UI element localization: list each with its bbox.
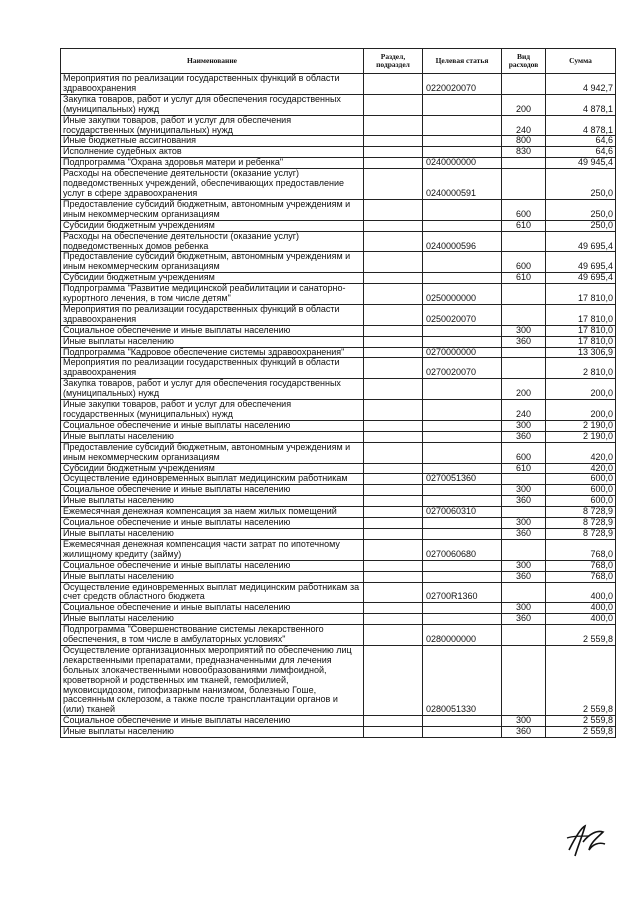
row-sum: 2 190,0 xyxy=(546,420,616,431)
row-type xyxy=(502,582,546,603)
row-name: Иные закупки товаров, работ и услуг для обеспечения государственных (муниципальных) нужд xyxy=(61,115,364,136)
row-type: 200 xyxy=(502,379,546,400)
table-row xyxy=(61,528,616,539)
table-row xyxy=(61,358,616,379)
row-type: 600 xyxy=(502,199,546,220)
row-name: Мероприятия по реализации государственных функций в области здравоохранения xyxy=(61,358,364,379)
row-section xyxy=(364,325,423,336)
row-name: Субсидии бюджетным учреждениям xyxy=(61,220,364,231)
row-name: Иные выплаты населению xyxy=(61,431,364,442)
row-type xyxy=(502,539,546,560)
table-body xyxy=(61,74,616,738)
row-section xyxy=(364,625,423,646)
table-row xyxy=(61,94,616,115)
row-target xyxy=(423,571,502,582)
row-section xyxy=(364,115,423,136)
row-sum: 600,0 xyxy=(546,496,616,507)
row-target xyxy=(423,716,502,727)
row-type xyxy=(502,284,546,305)
budget-table xyxy=(60,48,616,738)
row-section xyxy=(364,571,423,582)
table-row xyxy=(61,379,616,400)
row-target xyxy=(423,442,502,463)
header-sum: Сумма xyxy=(546,49,616,74)
row-target: 0270000000 xyxy=(423,347,502,358)
row-name: Подпрограмма "Охрана здоровья матери и ребенка" xyxy=(61,158,364,169)
row-target xyxy=(423,431,502,442)
table-row xyxy=(61,463,616,474)
row-target xyxy=(423,252,502,273)
row-type xyxy=(502,158,546,169)
row-name: Социальное обеспечение и иные выплаты населению xyxy=(61,485,364,496)
row-name: Социальное обеспечение и иные выплаты населению xyxy=(61,325,364,336)
row-target xyxy=(423,199,502,220)
row-target xyxy=(423,325,502,336)
row-section xyxy=(364,431,423,442)
table-row xyxy=(61,474,616,485)
table-row xyxy=(61,284,616,305)
header-section: Раздел, подраздел xyxy=(364,49,423,74)
row-section xyxy=(364,304,423,325)
row-section xyxy=(364,614,423,625)
row-name: Осуществление организационных мероприятий по обеспечению лиц лекарственными препаратами, предназначенными для лечения больных злокачественными новообразованиями лимфоидной, кроветворной и родственных им тканей, гемофилией, муковисцидозом, гипофизарным нанизмом, болезнью Гоше, рассеянным склерозом, а также после трансплантации органов и (или) тканей xyxy=(61,645,364,715)
row-name: Мероприятия по реализации государственных функций в области здравоохранения xyxy=(61,74,364,95)
table-row xyxy=(61,582,616,603)
row-section xyxy=(364,336,423,347)
row-type: 360 xyxy=(502,571,546,582)
row-section xyxy=(364,518,423,529)
table-row xyxy=(61,518,616,529)
row-sum: 420,0 xyxy=(546,442,616,463)
row-section xyxy=(364,273,423,284)
row-type: 300 xyxy=(502,420,546,431)
row-sum: 8 728,9 xyxy=(546,507,616,518)
row-name: Закупка товаров, работ и услуг для обеспечения государственных (муниципальных) нужд xyxy=(61,379,364,400)
table-row xyxy=(61,400,616,421)
row-type xyxy=(502,507,546,518)
row-sum: 768,0 xyxy=(546,560,616,571)
table-row xyxy=(61,74,616,95)
row-section xyxy=(364,220,423,231)
row-name: Расходы на обеспечение деятельности (оказание услуг) подведомственных домов ребенка xyxy=(61,231,364,252)
row-sum: 768,0 xyxy=(546,571,616,582)
row-sum: 250,0 xyxy=(546,220,616,231)
row-name: Расходы на обеспечение деятельности (оказание услуг) подведомственных учреждений, обеспечивающих предоставление услуг в сфере здравоохранения xyxy=(61,169,364,200)
row-name: Иные выплаты населению xyxy=(61,496,364,507)
table-row xyxy=(61,485,616,496)
budget-table-sheet xyxy=(60,48,616,738)
row-name: Социальное обеспечение и иные выплаты населению xyxy=(61,603,364,614)
row-type: 610 xyxy=(502,273,546,284)
row-sum: 2 559,8 xyxy=(546,625,616,646)
row-type: 800 xyxy=(502,136,546,147)
row-name: Социальное обеспечение и иные выплаты населению xyxy=(61,716,364,727)
row-target: 0270020070 xyxy=(423,358,502,379)
table-row xyxy=(61,507,616,518)
row-target: 0250020070 xyxy=(423,304,502,325)
row-type: 360 xyxy=(502,528,546,539)
row-section xyxy=(364,539,423,560)
row-type: 300 xyxy=(502,603,546,614)
row-sum: 600,0 xyxy=(546,474,616,485)
row-target: 0280051330 xyxy=(423,645,502,715)
row-section xyxy=(364,716,423,727)
header-name: Наименование xyxy=(61,49,364,74)
row-section xyxy=(364,252,423,273)
row-sum: 2 559,8 xyxy=(546,716,616,727)
row-sum: 2 559,8 xyxy=(546,727,616,738)
row-sum: 400,0 xyxy=(546,582,616,603)
row-name: Закупка товаров, работ и услуг для обеспечения государственных (муниципальных) нужд xyxy=(61,94,364,115)
table-row xyxy=(61,199,616,220)
row-type: 240 xyxy=(502,400,546,421)
row-type xyxy=(502,74,546,95)
row-target: 0250000000 xyxy=(423,284,502,305)
table-row xyxy=(61,571,616,582)
row-sum: 2 559,8 xyxy=(546,645,616,715)
table-row xyxy=(61,158,616,169)
row-name: Иные закупки товаров, работ и услуг для обеспечения государственных (муниципальных) нужд xyxy=(61,400,364,421)
row-section xyxy=(364,507,423,518)
row-section xyxy=(364,463,423,474)
row-name: Предоставление субсидий бюджетным, автономным учреждениям и иным некоммерческим организациям xyxy=(61,199,364,220)
row-sum: 250,0 xyxy=(546,199,616,220)
table-row xyxy=(61,496,616,507)
table-row xyxy=(61,252,616,273)
row-target: 02700R1360 xyxy=(423,582,502,603)
table-row xyxy=(61,645,616,715)
row-type: 360 xyxy=(502,496,546,507)
row-target xyxy=(423,400,502,421)
table-header-row xyxy=(61,49,616,74)
row-sum: 4 878,1 xyxy=(546,115,616,136)
row-sum: 2 190,0 xyxy=(546,431,616,442)
row-type: 240 xyxy=(502,115,546,136)
row-name: Иные выплаты населению xyxy=(61,571,364,582)
row-sum: 8 728,9 xyxy=(546,518,616,529)
row-target xyxy=(423,560,502,571)
table-row xyxy=(61,420,616,431)
row-type xyxy=(502,347,546,358)
table-row xyxy=(61,325,616,336)
row-section xyxy=(364,169,423,200)
row-type: 300 xyxy=(502,325,546,336)
row-target xyxy=(423,496,502,507)
row-section xyxy=(364,442,423,463)
row-target xyxy=(423,136,502,147)
row-section xyxy=(364,284,423,305)
row-type: 600 xyxy=(502,252,546,273)
row-name: Осуществление единовременных выплат медицинским работникам xyxy=(61,474,364,485)
row-sum: 420,0 xyxy=(546,463,616,474)
row-section xyxy=(364,158,423,169)
row-target: 0270060310 xyxy=(423,507,502,518)
row-section xyxy=(364,347,423,358)
row-sum: 250,0 xyxy=(546,169,616,200)
table-row xyxy=(61,539,616,560)
row-target xyxy=(423,528,502,539)
row-name: Иные бюджетные ассигнования xyxy=(61,136,364,147)
row-sum: 400,0 xyxy=(546,614,616,625)
row-target xyxy=(423,614,502,625)
row-type xyxy=(502,645,546,715)
row-name: Осуществление единовременных выплат медицинским работникам за счет средств областного бюджета xyxy=(61,582,364,603)
row-sum: 64,6 xyxy=(546,147,616,158)
row-section xyxy=(364,420,423,431)
row-sum: 4 942,7 xyxy=(546,74,616,95)
row-type xyxy=(502,474,546,485)
row-section xyxy=(364,645,423,715)
row-target xyxy=(423,420,502,431)
row-type: 360 xyxy=(502,431,546,442)
row-type xyxy=(502,304,546,325)
row-section xyxy=(364,94,423,115)
table-row xyxy=(61,147,616,158)
row-sum: 400,0 xyxy=(546,603,616,614)
row-target xyxy=(423,115,502,136)
row-sum: 49 695,4 xyxy=(546,252,616,273)
row-section xyxy=(364,485,423,496)
row-name: Подпрограмма "Совершенствование системы лекарственного обеспечения, в том числе в амбулаторных условиях" xyxy=(61,625,364,646)
row-name: Иные выплаты населению xyxy=(61,727,364,738)
row-sum: 200,0 xyxy=(546,379,616,400)
row-sum: 13 306,9 xyxy=(546,347,616,358)
row-type xyxy=(502,625,546,646)
table-row xyxy=(61,336,616,347)
row-name: Предоставление субсидий бюджетным, автономным учреждениям и иным некоммерческим организациям xyxy=(61,442,364,463)
header-type: Вид расходов xyxy=(502,49,546,74)
row-sum: 768,0 xyxy=(546,539,616,560)
row-target xyxy=(423,94,502,115)
row-type xyxy=(502,231,546,252)
row-section xyxy=(364,199,423,220)
row-sum: 49 695,4 xyxy=(546,231,616,252)
row-name: Субсидии бюджетным учреждениям xyxy=(61,273,364,284)
table-row xyxy=(61,716,616,727)
row-section xyxy=(364,358,423,379)
row-name: Иные выплаты населению xyxy=(61,528,364,539)
table-row xyxy=(61,614,616,625)
row-type: 830 xyxy=(502,147,546,158)
row-name: Социальное обеспечение и иные выплаты населению xyxy=(61,420,364,431)
row-type: 610 xyxy=(502,463,546,474)
row-sum: 17 810,0 xyxy=(546,304,616,325)
row-name: Иные выплаты населению xyxy=(61,614,364,625)
row-type: 610 xyxy=(502,220,546,231)
row-section xyxy=(364,231,423,252)
row-section xyxy=(364,727,423,738)
row-name: Социальное обеспечение и иные выплаты населению xyxy=(61,560,364,571)
row-sum: 2 810,0 xyxy=(546,358,616,379)
table-row xyxy=(61,560,616,571)
row-sum: 49 945,4 xyxy=(546,158,616,169)
handwritten-signature-icon xyxy=(563,820,609,860)
row-sum: 17 810,0 xyxy=(546,284,616,305)
row-section xyxy=(364,379,423,400)
row-name: Подпрограмма "Кадровое обеспечение системы здравоохранения" xyxy=(61,347,364,358)
row-sum: 64,6 xyxy=(546,136,616,147)
row-sum: 200,0 xyxy=(546,400,616,421)
header-target: Целевая статья xyxy=(423,49,502,74)
row-name: Субсидии бюджетным учреждениям xyxy=(61,463,364,474)
row-name: Ежемесячная денежная компенсация за наем жилых помещений xyxy=(61,507,364,518)
table-row xyxy=(61,625,616,646)
row-sum: 49 695,4 xyxy=(546,273,616,284)
row-target xyxy=(423,147,502,158)
row-target xyxy=(423,220,502,231)
row-target: 0280000000 xyxy=(423,625,502,646)
row-target xyxy=(423,379,502,400)
row-type: 300 xyxy=(502,716,546,727)
row-sum: 8 728,9 xyxy=(546,528,616,539)
table-row xyxy=(61,231,616,252)
row-name: Социальное обеспечение и иные выплаты населению xyxy=(61,518,364,529)
table-row xyxy=(61,431,616,442)
row-name: Иные выплаты населению xyxy=(61,336,364,347)
table-row xyxy=(61,304,616,325)
row-section xyxy=(364,560,423,571)
row-type: 360 xyxy=(502,336,546,347)
row-target xyxy=(423,273,502,284)
row-type: 200 xyxy=(502,94,546,115)
table-row xyxy=(61,136,616,147)
row-type: 360 xyxy=(502,614,546,625)
row-target xyxy=(423,518,502,529)
row-target xyxy=(423,463,502,474)
row-target: 0240000000 xyxy=(423,158,502,169)
row-type xyxy=(502,169,546,200)
row-name: Исполнение судебных актов xyxy=(61,147,364,158)
row-name: Подпрограмма "Развитие медицинской реабилитации и санаторно-курортного лечения, в том числе детям" xyxy=(61,284,364,305)
table-row xyxy=(61,727,616,738)
table-row xyxy=(61,273,616,284)
row-section xyxy=(364,474,423,485)
row-sum: 17 810,0 xyxy=(546,325,616,336)
row-target xyxy=(423,485,502,496)
row-target: 0240000596 xyxy=(423,231,502,252)
row-type: 360 xyxy=(502,727,546,738)
row-sum: 4 878,1 xyxy=(546,94,616,115)
row-name: Предоставление субсидий бюджетным, автономным учреждениям и иным некоммерческим организациям xyxy=(61,252,364,273)
row-section xyxy=(364,136,423,147)
row-target xyxy=(423,336,502,347)
row-section xyxy=(364,496,423,507)
row-target: 0270060680 xyxy=(423,539,502,560)
table-row xyxy=(61,115,616,136)
table-row xyxy=(61,603,616,614)
row-name: Ежемесячная денежная компенсация части затрат по ипотечному жилищному кредиту (займу) xyxy=(61,539,364,560)
row-type: 300 xyxy=(502,560,546,571)
row-sum: 600,0 xyxy=(546,485,616,496)
row-target xyxy=(423,603,502,614)
row-type: 300 xyxy=(502,485,546,496)
row-type: 600 xyxy=(502,442,546,463)
row-sum: 17 810,0 xyxy=(546,336,616,347)
row-section xyxy=(364,74,423,95)
table-row xyxy=(61,220,616,231)
row-target: 0270051360 xyxy=(423,474,502,485)
row-section xyxy=(364,603,423,614)
row-target xyxy=(423,727,502,738)
row-target: 0240000591 xyxy=(423,169,502,200)
row-type xyxy=(502,358,546,379)
row-target: 0220020070 xyxy=(423,74,502,95)
table-row xyxy=(61,169,616,200)
table-row xyxy=(61,442,616,463)
row-section xyxy=(364,582,423,603)
row-section xyxy=(364,400,423,421)
row-type: 300 xyxy=(502,518,546,529)
table-row xyxy=(61,347,616,358)
row-name: Мероприятия по реализации государственных функций в области здравоохранения xyxy=(61,304,364,325)
row-section xyxy=(364,147,423,158)
row-section xyxy=(364,528,423,539)
